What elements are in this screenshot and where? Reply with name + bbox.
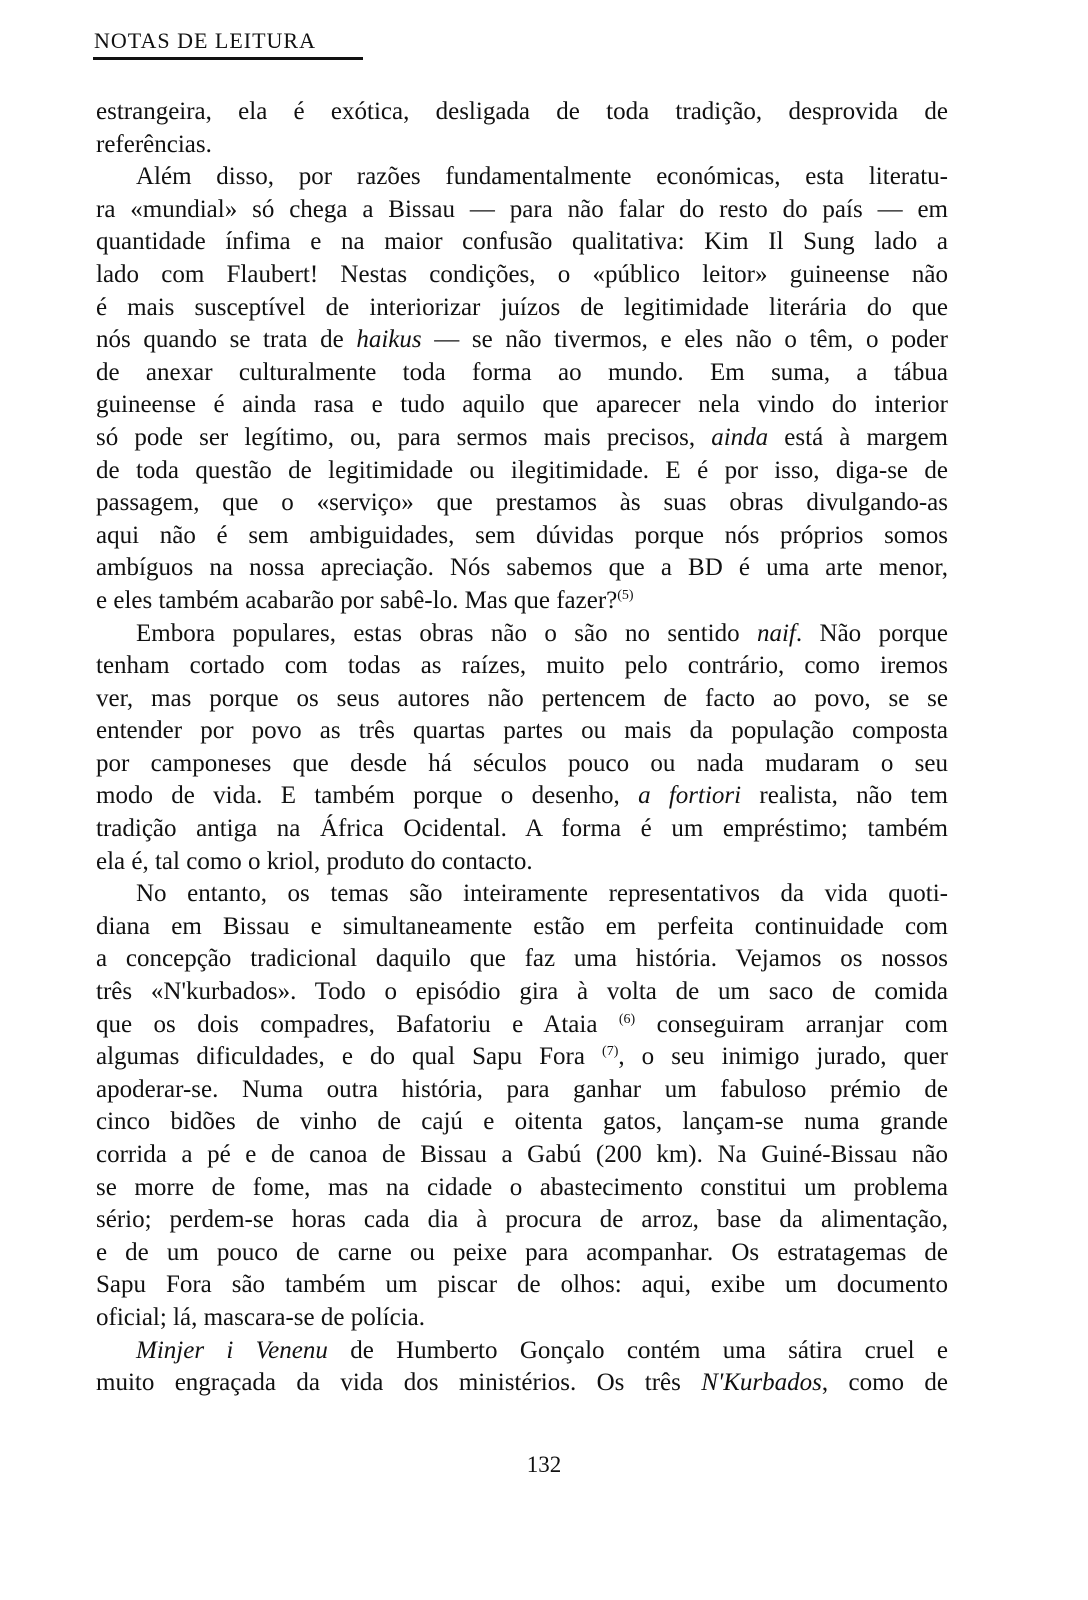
text-line <box>96 780 948 813</box>
text-span: é mais susceptível de interiorizar juízos de legitimidade literária do que <box>96 293 948 321</box>
italic-text: naif <box>756 619 796 647</box>
text-span: Embora populares, estas obras não o são no sentido <box>136 619 757 647</box>
body-text <box>96 96 948 1400</box>
text-span: No entanto, os temas são inteiramente representativos da vida quoti- <box>136 880 948 908</box>
text-line <box>96 1172 948 1205</box>
text-line <box>96 1237 948 1270</box>
text-line <box>96 813 948 846</box>
text-line <box>96 1106 948 1139</box>
text-line <box>96 976 948 1009</box>
text-line <box>96 1041 948 1074</box>
text-span: ver, mas porque os seus autores não pertencem de facto ao povo, se se <box>96 684 948 712</box>
text-line <box>96 520 948 553</box>
text-span: sério; perdem-se horas cada dia à procura de arroz, base da alimentação, <box>96 1206 948 1234</box>
text-line <box>96 585 948 618</box>
text-span: de Humberto Gonçalo contém uma sátira cruel e <box>327 1336 949 1364</box>
text-span: guineense é ainda rasa e tudo aquilo que aparecer nela vindo do interior <box>96 391 948 419</box>
text-span: muito engraçada da vida dos ministérios. Os três <box>96 1369 702 1397</box>
text-line <box>96 487 948 520</box>
italic-text: haikus <box>356 326 422 354</box>
header-underline <box>93 57 363 60</box>
text-line <box>96 161 948 194</box>
text-span: cinco bidões de vinho de cajú e oitenta gatos, lançam-se numa grande <box>96 1108 948 1136</box>
text-span: , o seu inimigo jurado, quer <box>618 1043 948 1071</box>
text-span: realista, não tem <box>741 782 948 810</box>
text-span: diana em Bissau e simultaneamente estão em perfeita continuidade com <box>96 912 948 940</box>
text-span: , como de <box>821 1369 949 1397</box>
text-line <box>96 389 948 422</box>
text-span: nós quando se trata de <box>96 326 357 354</box>
text-line <box>96 618 948 651</box>
text-line <box>96 1335 948 1368</box>
text-span: ra «mundial» só chega a Bissau — para não falar do resto do país — em <box>96 195 948 223</box>
text-span: de anexar culturalmente toda forma ao mundo. Em suma, a tábua <box>96 358 948 386</box>
text-line <box>96 1367 948 1400</box>
text-span: algumas dificuldades, e do qual Sapu Fora <box>96 1043 603 1071</box>
text-line <box>96 650 948 683</box>
text-line <box>96 226 948 259</box>
text-line <box>96 259 948 292</box>
text-line <box>96 194 948 227</box>
text-line <box>96 1302 948 1335</box>
text-line <box>96 455 948 488</box>
text-span: ela é, tal como o kriol, produto do contacto. <box>96 847 533 875</box>
text-span: Além disso, por razões fundamentalmente económicas, esta literatu- <box>136 163 948 191</box>
text-span: por camponeses que desde há séculos pouco ou nada mudaram o seu <box>96 749 948 777</box>
text-span: Sapu Fora são também um piscar de olhos: aqui, exibe um documento <box>96 1271 948 1299</box>
text-line <box>96 911 948 944</box>
running-header: NOTAS DE LEITURA <box>94 28 316 53</box>
text-span: passagem, que o «serviço» que prestamos às suas obras divulgando-as <box>96 489 948 517</box>
text-span: conseguiram arranjar com <box>635 1010 948 1038</box>
text-span: três «N'kurbados». Todo o episódio gira à volta de um saco de comida <box>96 978 948 1006</box>
text-line <box>96 357 948 390</box>
text-line <box>96 1074 948 1107</box>
text-span: tradição antiga na África Ocidental. A forma é um empréstimo; também <box>96 815 948 843</box>
text-span: lado com Flaubert! Nestas condições, o «público leitor» guineense não <box>96 260 948 288</box>
text-line <box>96 683 948 716</box>
text-span: e eles também acabarão por sabê-lo. Mas que fazer? <box>96 586 618 614</box>
text-line <box>96 748 948 781</box>
text-line <box>96 878 948 911</box>
page-number: 132 <box>526 1452 562 1477</box>
italic-text: ainda <box>711 423 769 451</box>
text-line <box>96 943 948 976</box>
text-span: estrangeira, ela é exótica, desligada de toda tradição, desprovida de <box>96 98 948 125</box>
text-line <box>96 552 948 585</box>
text-span: apoderar-se. Numa outra história, para ganhar um fabuloso prémio de <box>96 1075 948 1103</box>
italic-text: N'Kurbados <box>701 1369 822 1397</box>
text-line <box>96 1204 948 1237</box>
text-span: aqui não é sem ambiguidades, sem dúvidas porque nós próprios somos <box>96 521 948 549</box>
text-span: referências. <box>96 130 212 158</box>
text-line <box>96 324 948 357</box>
text-span: só pode ser legítimo, ou, para sermos mais precisos, <box>96 423 712 451</box>
footnote-ref: (6) <box>618 1011 636 1027</box>
italic-text: a fortiori <box>638 782 742 810</box>
text-line <box>96 1139 948 1172</box>
italic-text: Minjer i Venenu <box>136 1336 328 1364</box>
text-span: oficial; lá, mascara-se de polícia. <box>96 1303 426 1331</box>
text-line <box>96 292 948 325</box>
text-span: modo de vida. E também porque o desenho, <box>96 782 639 810</box>
text-span: que os dois compadres, Bafatoriu e Ataia <box>96 1010 619 1038</box>
text-span: tenham cortado com todas as raízes, muito pelo contrário, como iremos <box>96 652 948 680</box>
text-line <box>96 1009 948 1042</box>
text-span: de toda questão de legitimidade ou ilegitimidade. E é por isso, diga-se de <box>96 456 948 484</box>
text-span: entender por povo as três quartas partes ou mais da população composta <box>96 717 948 745</box>
text-span: ambíguos na nossa apreciação. Nós sabemos que a BD é uma arte menor, <box>96 554 948 582</box>
footnote-ref: (7) <box>602 1044 619 1060</box>
text-line <box>96 715 948 748</box>
footnote-ref: (5) <box>617 587 634 603</box>
text-line <box>96 422 948 455</box>
text-span: corrida a pé e de canoa de Bissau a Gabú (200 km). Na Guiné-Bissau não <box>96 1141 948 1168</box>
text-line <box>96 96 948 129</box>
text-span: e de um pouco de carne ou peixe para acompanhar. Os estratagemas de <box>96 1238 948 1266</box>
text-span: . Não porque <box>795 619 948 647</box>
text-line <box>96 846 948 879</box>
text-span: se morre de fome, mas na cidade o abastecimento constitui um problema <box>96 1173 948 1201</box>
text-span: está à margem <box>768 423 948 451</box>
text-span: — se não tivermos, e eles não o têm, o poder <box>421 326 948 354</box>
text-span: quantidade ínfima e na maior confusão qualitativa: Kim Il Sung lado a <box>96 228 948 256</box>
text-span: a concepção tradicional daquilo que faz uma história. Vejamos os nossos <box>96 945 948 973</box>
text-line <box>96 129 948 162</box>
text-line <box>96 1269 948 1302</box>
